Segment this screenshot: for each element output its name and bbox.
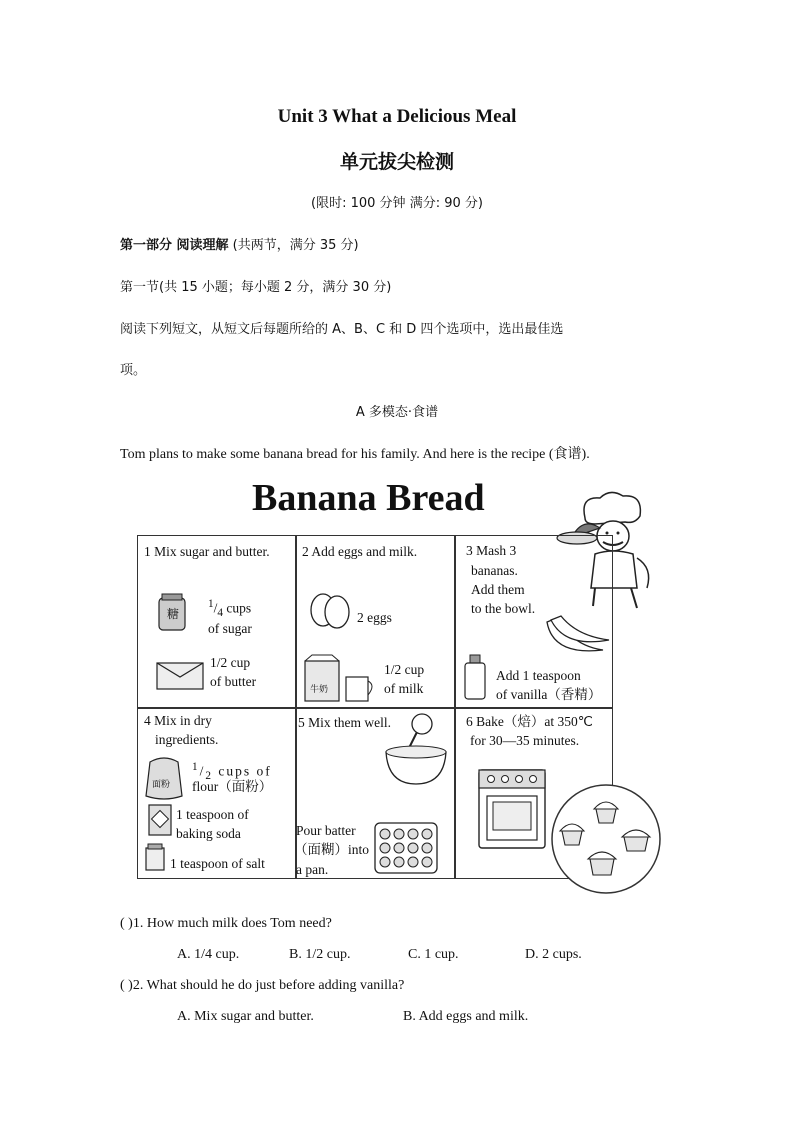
sugar-bag-label: 糖 bbox=[167, 607, 180, 621]
step-3-line-2: bananas. bbox=[471, 563, 518, 578]
flour-bag-label: 面粉 bbox=[152, 780, 171, 790]
salt-amount: 1 teaspoon of salt bbox=[170, 856, 265, 871]
milk-carton-label: 牛奶 bbox=[310, 685, 329, 695]
cupcakes-illustration bbox=[550, 783, 662, 895]
question-1-stem: 1. How much milk does Tom need? bbox=[132, 916, 332, 931]
page-title: Unit 3 What a Delicious Meal bbox=[277, 106, 517, 127]
muffin-pan-icon bbox=[374, 822, 438, 874]
baking-soda-amount: 1 teaspoon of bbox=[176, 807, 249, 822]
time-limit-note: (限时: 100 分钟 满分: 90 分) bbox=[311, 196, 483, 211]
vanilla-label: of vanilla（香精） bbox=[496, 687, 602, 702]
passage-intro: Tom plans to make some banana bread for his family. And here is the recipe (食谱). bbox=[120, 447, 590, 462]
flour-label: flour（面粉） bbox=[192, 779, 273, 794]
question-1-option-c[interactable]: C. 1 cup. bbox=[408, 947, 459, 962]
question-2-answer-blank[interactable]: ( ) bbox=[120, 978, 133, 993]
question-1-option-d[interactable]: D. 2 cups. bbox=[525, 947, 582, 962]
question-1-option-b[interactable]: B. 1/2 cup. bbox=[289, 947, 351, 962]
step-4-line-1: 4 Mix in dry bbox=[144, 713, 212, 728]
butter-icon bbox=[156, 659, 204, 691]
question-1-row bbox=[120, 916, 332, 932]
step-2-title: 2 Add eggs and milk. bbox=[302, 544, 418, 559]
milk-amount: 1/2 cup bbox=[384, 662, 425, 677]
question-2-option-a[interactable]: A. Mix sugar and butter. bbox=[177, 1009, 314, 1024]
recipe-grid bbox=[137, 535, 613, 879]
question-2-stem: 2. What should he do just before adding vanilla? bbox=[132, 978, 405, 993]
pour-batter-line-3: a pan. bbox=[296, 862, 329, 877]
question-2-option-b[interactable]: B. Add eggs and milk. bbox=[403, 1009, 529, 1024]
part1-heading: 第一部分 阅读理解 bbox=[120, 238, 229, 253]
step-3-line-3: Add them bbox=[471, 582, 525, 597]
instructions-line-2: 项。 bbox=[120, 363, 147, 378]
flour-amount: $^1/_2$ cups of bbox=[192, 761, 272, 783]
salt-icon bbox=[144, 844, 166, 872]
pour-batter-line-1: Pour batter bbox=[296, 823, 356, 838]
part1-heading-note: (共两节，满分 35 分) bbox=[232, 238, 359, 253]
step-6-line-2: for 30—35 minutes. bbox=[470, 733, 580, 748]
sugar-label: of sugar bbox=[208, 621, 252, 636]
baking-soda-label: baking soda bbox=[176, 826, 241, 841]
butter-label: of butter bbox=[210, 674, 257, 689]
step-5-title: 5 Mix them well. bbox=[298, 715, 391, 730]
section-note: 第一节(共 15 小题；每小题 2 分，满分 30 分) bbox=[120, 280, 392, 295]
step-4-line-2: ingredients. bbox=[155, 732, 219, 747]
part1-heading-row bbox=[120, 234, 359, 253]
page-subtitle: 单元拔尖检测 bbox=[339, 151, 454, 173]
vanilla-amount: Add 1 teaspoon bbox=[496, 668, 581, 683]
baking-soda-icon bbox=[148, 804, 172, 836]
recipe-title: Banana Bread bbox=[252, 477, 485, 519]
step-3-line-1: 3 Mash 3 bbox=[466, 543, 517, 558]
sugar-amount: $^1/_4$ cups bbox=[208, 598, 252, 620]
oven-icon bbox=[477, 768, 547, 850]
instructions-line-1: 阅读下列短文，从短文后每题所给的 A、B、C 和 D 四个选项中，选出最佳选 bbox=[120, 322, 564, 337]
milk-label: of milk bbox=[384, 681, 424, 696]
pour-batter-line-2: （面糊）into bbox=[294, 842, 370, 857]
step-6-line-1: 6 Bake（焙）at 350℃ bbox=[466, 714, 593, 729]
question-1-answer-blank[interactable]: ( ) bbox=[120, 916, 133, 931]
sugar-unit: cups bbox=[226, 600, 252, 616]
question-1-option-a[interactable]: A. 1/4 cup. bbox=[177, 947, 240, 962]
step-1-title: 1 Mix sugar and butter. bbox=[144, 544, 270, 559]
eggs-icon bbox=[308, 590, 352, 630]
mixing-bowl-icon bbox=[382, 712, 450, 788]
vanilla-bottle-icon bbox=[463, 655, 487, 701]
eggs-amount: 2 eggs bbox=[357, 610, 392, 625]
step-3-line-4: to the bowl. bbox=[471, 601, 536, 616]
flour-unit: cups of bbox=[218, 763, 272, 779]
passage-label: A 多模态·食谱 bbox=[355, 405, 439, 420]
question-2-row bbox=[120, 978, 404, 994]
banana-icon bbox=[543, 612, 613, 660]
butter-amount: 1/2 cup bbox=[210, 655, 251, 670]
